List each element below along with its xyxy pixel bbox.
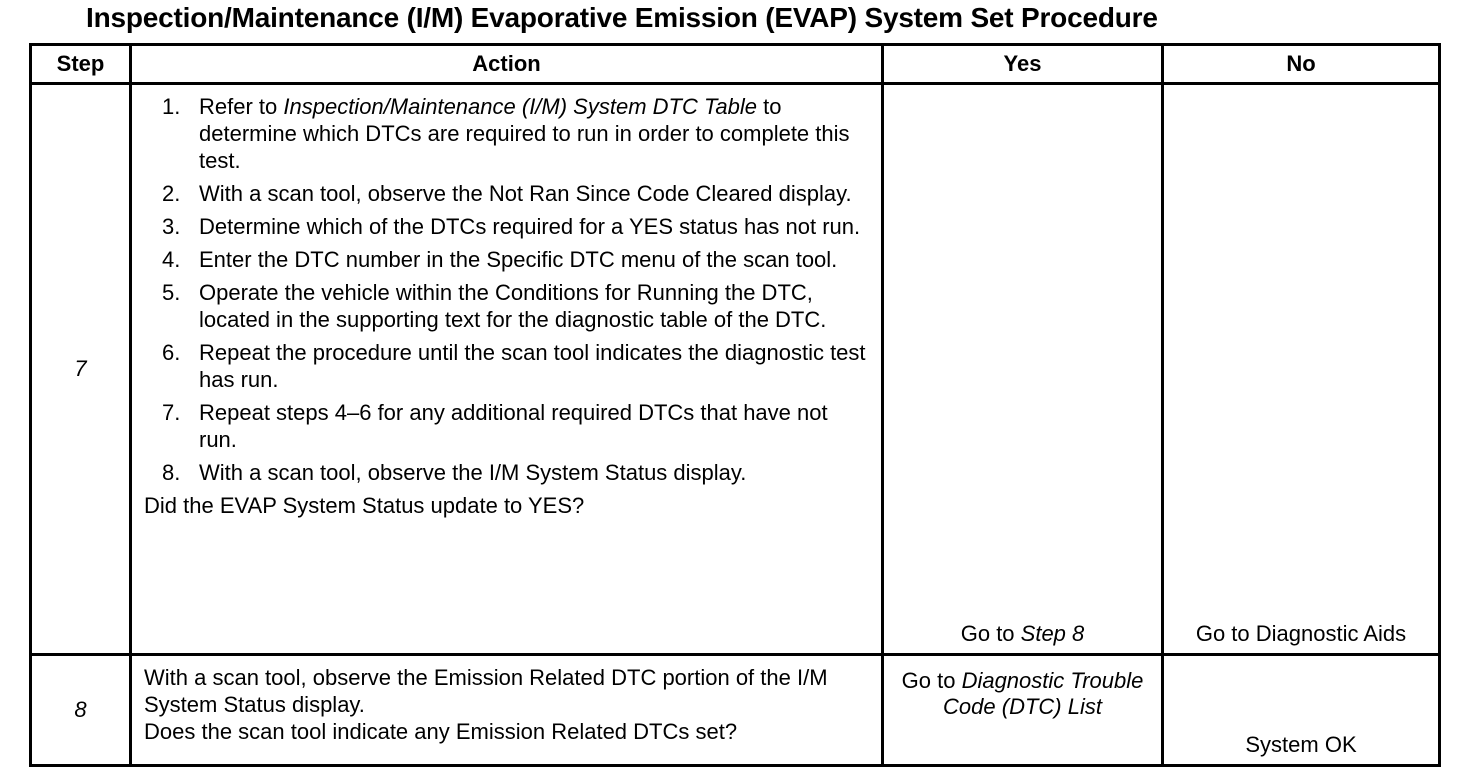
- page-title: Inspection/Maintenance (I/M) Evaporative Emission (EVAP) System Set Procedure: [86, 2, 1158, 33]
- table-header-row: [31, 45, 1440, 84]
- item-text: With a scan tool, observe the Not Ran Since Code Cleared display.: [199, 181, 852, 206]
- step-number: 8: [31, 655, 131, 766]
- step-number: 7: [31, 84, 131, 655]
- item-number: 7.: [162, 400, 181, 425]
- yes-dtc-list-link[interactable]: Diagnostic Trouble Code (DTC) List: [943, 668, 1144, 719]
- item-text: With a scan tool, observe the I/M System Status display.: [199, 460, 747, 485]
- header-step: Step: [31, 45, 131, 84]
- action-list: [144, 93, 871, 486]
- no-cell: [1163, 84, 1440, 655]
- list-item: [144, 93, 871, 174]
- action-cell: [131, 655, 883, 766]
- item-number: 5.: [162, 280, 181, 305]
- item-number: 6.: [162, 340, 181, 365]
- header-action: Action: [131, 45, 883, 84]
- list-item: [144, 213, 871, 240]
- list-item: [144, 180, 871, 207]
- item-number: 4.: [162, 247, 181, 272]
- item-text: Determine which of the DTCs required for a YES status has not run.: [199, 214, 861, 239]
- item-number: 3.: [162, 214, 181, 239]
- yes-text: Go to: [901, 668, 962, 693]
- yes-cell: [883, 655, 1163, 766]
- yes-cell: [883, 84, 1163, 655]
- no-text[interactable]: Go to Diagnostic Aids: [1195, 621, 1407, 646]
- item-number: 8.: [162, 460, 181, 485]
- no-cell: [1163, 655, 1440, 766]
- no-text: System OK: [1245, 732, 1357, 757]
- item-number: 1.: [162, 94, 181, 119]
- action-text: With a scan tool, observe the Emission Related DTC portion of the I/M System Status display.: [144, 665, 828, 717]
- question-text: Did the EVAP System Status update to YES?: [144, 493, 585, 518]
- table-row: [31, 84, 1440, 655]
- item-text: Enter the DTC number in the Specific DTC menu of the scan tool.: [199, 247, 838, 272]
- list-item: [144, 399, 871, 453]
- item-text: Operate the vehicle within the Conditions for Running the DTC, located in the supporting text for the diagnostic table of the DTC.: [199, 280, 827, 332]
- list-item: [144, 339, 871, 393]
- list-item: [144, 246, 871, 273]
- header-yes: Yes: [883, 45, 1163, 84]
- item-text: Repeat the procedure until the scan tool indicates the diagnostic test has run.: [199, 340, 866, 392]
- action-cell: [131, 84, 883, 655]
- table-row: [31, 655, 1440, 766]
- yes-step-link[interactable]: Step 8: [1020, 621, 1085, 646]
- yes-text: Go to: [960, 621, 1021, 646]
- item-text: Repeat steps 4–6 for any additional required DTCs that have not run.: [199, 400, 828, 452]
- item-number: 2.: [162, 181, 181, 206]
- item-text-post: to determine which DTCs are required to run in order to complete this test.: [199, 94, 850, 173]
- header-no: No: [1163, 45, 1440, 84]
- procedure-table: [29, 43, 1441, 767]
- document-reference: Inspection/Maintenance (I/M) System DTC Table: [283, 94, 757, 119]
- list-item: [144, 459, 871, 486]
- list-item: [144, 279, 871, 333]
- item-text-pre: Refer to: [199, 94, 284, 119]
- question-text: Does the scan tool indicate any Emission Related DTCs set?: [144, 719, 738, 744]
